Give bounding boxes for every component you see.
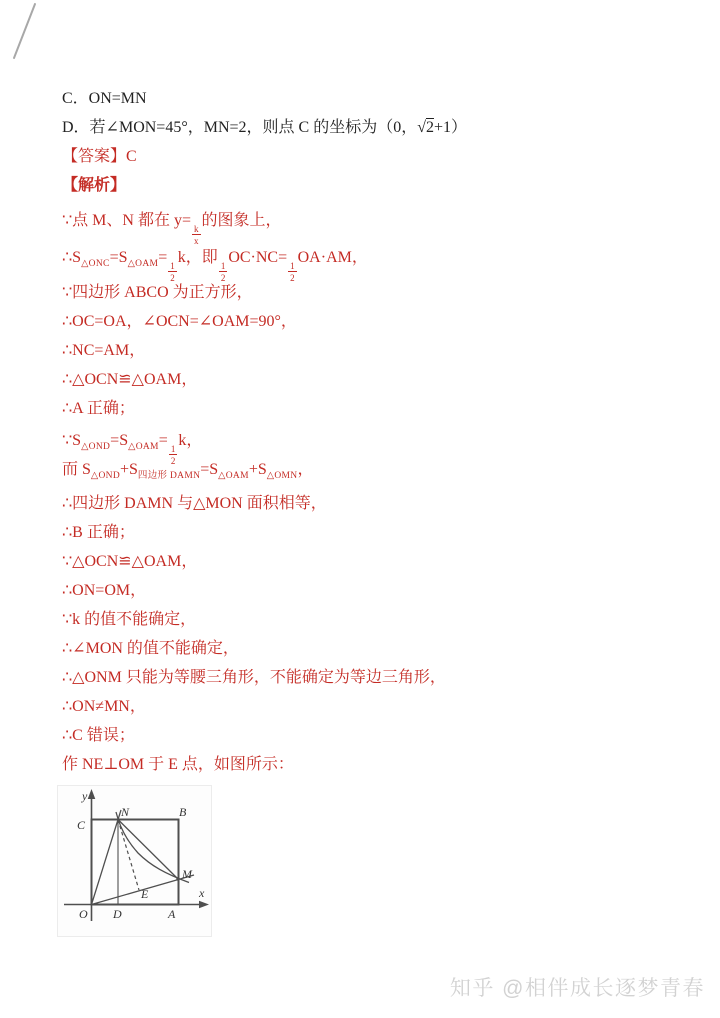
solution-step: ∴C 错误；: [62, 727, 135, 744]
figure-label-N: N: [121, 805, 130, 819]
solution-step: ∴ON=OM，: [62, 582, 147, 599]
subscript: △OND: [81, 442, 111, 452]
solution-step: ∵k 的值不能确定，: [62, 611, 197, 628]
y-axis-arrow: [88, 789, 96, 799]
fraction: $\frac{1}{2}$: [170, 261, 175, 283]
solution-step: ∴四边形 DAMN 与△MON 面积相等，: [62, 495, 327, 512]
solution-step: $\therefore S_{\triangle ONC}=S_{\triangle OAM}=$ $\frac{1}{2}$ k，即 $\frac{1}{2}$ OC·NC= $\frac{1}{2}$ OA·AM，: [62, 249, 368, 283]
subscript: △OMN: [266, 471, 298, 481]
corner-scan-mark: [6, 0, 48, 66]
solution-step: ∵点 M、N 都在 y= $\frac{k}{x}$ 的图象上，: [62, 212, 282, 246]
subscript: 四边形 DAMN: [137, 471, 201, 481]
sqrt-expression: √2: [417, 119, 434, 136]
solution-step: $\because S_{\triangle OND}=S_{\triangle OAM}=$ $\frac{1}{2}$ k，: [62, 432, 203, 466]
point-M-dot: [176, 877, 179, 880]
solution-step: ∵△OCN≌△OAM，: [62, 553, 198, 570]
figure-label-D: D: [113, 907, 122, 921]
solution-step: ∴△ONM 只能为等腰三角形，不能确定为等边三角形，: [62, 669, 446, 686]
line-ON: [92, 810, 122, 905]
solution-lines: [62, 84, 702, 779]
subscript: △OAM: [218, 471, 249, 481]
fraction: $\frac{1}{2}$: [220, 261, 226, 283]
x-axis-arrow: [199, 901, 209, 909]
analysis-heading: 【解析】: [62, 177, 127, 194]
figure-label-E: E: [141, 887, 149, 901]
figure-label-x: x: [199, 886, 205, 900]
option-c: C．ON=MN: [62, 90, 147, 107]
document-page: [62, 84, 702, 937]
fraction: $\frac{1}{2}$: [170, 444, 176, 466]
segment-NM: [118, 820, 178, 880]
solution-step: 作 NE⊥OM 于 E 点，如图所示：: [62, 756, 294, 773]
answer-line: 【答案】C: [62, 148, 137, 165]
solution-step: ∵四边形 ABCO 为正方形，: [62, 284, 253, 301]
figure-label-O: O: [79, 907, 88, 921]
solution-step: ∴NC=AM，: [62, 342, 146, 359]
subscript: △OAM: [128, 442, 159, 452]
subscript: △OAM: [127, 259, 159, 269]
subscript: △OND: [90, 471, 120, 481]
solution-step: ∴OC=OA，∠OCN=∠OAM=90°，: [62, 313, 297, 330]
solution-step: ∴ON≠MN，: [62, 698, 146, 715]
solution-step: ∴∠MON 的值不能确定，: [62, 640, 239, 657]
solution-step: 而 $S_{\triangle OND}+S_{四边形 DAMN}=S_{\triangle OAM}+S_{\triangle OMN}$，: [62, 461, 314, 481]
solution-figure: [57, 785, 212, 937]
fraction: $\frac{1}{2}$: [290, 261, 295, 283]
figure-label-M: M: [182, 867, 192, 881]
solution-step: ∴B 正确；: [62, 524, 135, 541]
figure-label-B: B: [179, 805, 187, 819]
solution-step: ∴A 正确；: [62, 400, 135, 417]
watermark: 知乎 @相伴成长逐梦青春: [449, 977, 705, 1000]
solution-step: ∴△OCN≌△OAM，: [62, 371, 198, 388]
option-d: D．若∠MON=45°，MN=2，则点 C 的坐标为（0，√2+1）: [62, 119, 468, 136]
figure-label-C: C: [77, 818, 86, 832]
subscript: △ONC: [81, 259, 110, 269]
figure-label-y: y: [82, 789, 88, 803]
fraction: $\frac{k}{x}$: [194, 224, 199, 246]
figure-label-A: A: [168, 907, 176, 921]
figure-canvas: [58, 786, 211, 936]
